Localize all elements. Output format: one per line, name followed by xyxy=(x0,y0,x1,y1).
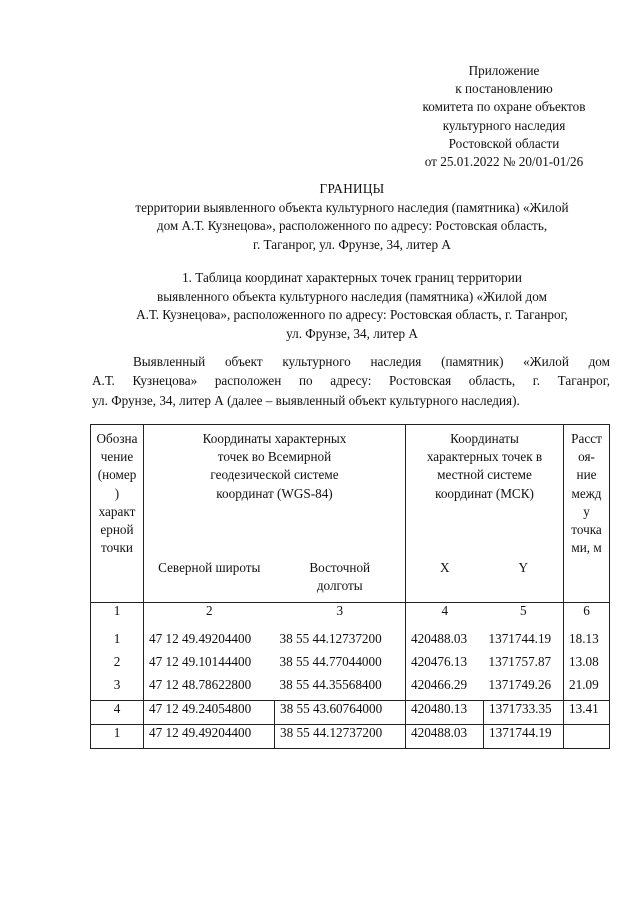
section-line: ул. Фрунзе, 34, литер А xyxy=(286,325,418,341)
header-y: Y xyxy=(518,560,529,575)
msk-sub-labels xyxy=(406,559,563,577)
cell-point: 3 xyxy=(91,677,144,701)
header-text: точка xyxy=(571,522,602,538)
header-text: ми, м xyxy=(571,540,602,556)
column-number: 5 xyxy=(484,603,564,632)
header-text: Обозна xyxy=(96,431,138,446)
cell-distance xyxy=(564,725,610,749)
paragraph-line: А.Т. Кузнецова» расположен по адресу: Ростовская область, г. Таганрог, xyxy=(92,373,610,389)
cell-y: 1371757.87 xyxy=(484,654,564,677)
cell-longitude: 38 55 44.12737200 xyxy=(275,631,406,654)
table-header-row xyxy=(91,425,610,603)
cell-latitude: 47 12 48.78622800 xyxy=(149,677,252,692)
cell-x: 420488.03 xyxy=(411,631,468,646)
cell-latitude: 47 12 49.10144400 xyxy=(149,654,252,669)
header-text: координат (WGS-84) xyxy=(216,485,333,501)
cell-latitude: 47 12 49.49204400 xyxy=(144,725,275,749)
header-text: Координаты xyxy=(450,431,519,446)
cell-point: 1 xyxy=(91,725,144,749)
header-text: точки xyxy=(101,540,133,556)
wgs-sub-labels xyxy=(144,559,405,595)
paragraph-line: Выявленный объект культурного наследия (памятник) «Жилой дом xyxy=(133,354,610,369)
section-line: выявленного объекта культурного наследия (памятника) «Жилой дом xyxy=(157,288,547,304)
header-text: ние xyxy=(576,467,597,483)
cell-latitude: 47 12 49.49204400 xyxy=(149,631,252,646)
cell-point: 4 xyxy=(91,701,144,725)
header-text: ) xyxy=(114,485,120,501)
cell-distance: 13.41 xyxy=(564,701,610,725)
header-text: характерных точек в xyxy=(426,449,543,465)
appendix-line: Ростовской области xyxy=(448,135,560,151)
title-line: г. Таганрог, ул. Фрунзе, 34, литер А xyxy=(253,236,451,252)
section-line: А.Т. Кузнецова», расположенного по адресу: Ростовская область, г. Таганрог, xyxy=(136,307,568,322)
column-number: 2 xyxy=(205,603,213,618)
cell-point: 1 xyxy=(91,631,144,654)
table-row xyxy=(91,631,610,654)
header-text: местной системе xyxy=(437,467,532,483)
column-number: 6 xyxy=(564,603,610,632)
description-paragraph xyxy=(92,352,610,410)
appendix-line: Приложение xyxy=(468,63,540,78)
appendix-line: к постановлению xyxy=(455,81,553,97)
table-row xyxy=(91,725,610,749)
column-number: 3 xyxy=(275,603,406,632)
header-text: межд xyxy=(571,485,602,501)
cell-y: 1371749.26 xyxy=(484,677,564,701)
header-text: Расст xyxy=(571,431,602,446)
header-text: оя- xyxy=(578,449,595,465)
header-text: (номер xyxy=(97,467,137,483)
cell-x: 420480.13 xyxy=(406,701,484,725)
title-line: дом А.Т. Кузнецова», расположенного по адресу: Ростовская область, xyxy=(156,218,548,233)
cell-x: 420476.13 xyxy=(411,654,468,669)
header-text: координат (МСК) xyxy=(435,485,534,501)
cell-distance: 21.09 xyxy=(564,677,610,701)
header-text: ерной xyxy=(100,522,134,538)
appendix-line: от 25.01.2022 № 20/01-01/26 xyxy=(424,154,584,170)
header-text: геодезической системе xyxy=(210,467,339,483)
document-title xyxy=(92,180,612,254)
header-wgs84 xyxy=(144,425,406,603)
title-line: территории выявленного объекта культурного наследия (памятника) «Жилой xyxy=(135,199,569,215)
column-number: 1 xyxy=(91,603,144,632)
cell-y: 1371733.35 xyxy=(484,701,564,725)
paragraph-line: ул. Фрунзе, 34, литер А (далее – выявленный объект культурного наследия). xyxy=(92,392,520,408)
title-heading: ГРАНИЦЫ xyxy=(319,181,385,196)
cell-longitude: 38 55 43.60764000 xyxy=(275,701,406,725)
cell-latitude: 47 12 49.24054800 xyxy=(144,701,275,725)
appendix-line: комитета по охране объектов xyxy=(422,99,586,115)
header-distance xyxy=(564,425,610,603)
appendix-header xyxy=(404,62,604,171)
appendix-line: культурного наследия xyxy=(442,117,566,133)
header-point-designation xyxy=(91,425,144,603)
cell-longitude: 38 55 44.77044000 xyxy=(275,654,406,677)
table-row xyxy=(91,677,610,701)
header-text: чение xyxy=(100,449,134,465)
cell-distance: 18.13 xyxy=(564,631,610,654)
table-column-numbers-row xyxy=(91,603,610,632)
table-row xyxy=(91,654,610,677)
cell-longitude: 38 55 44.35568400 xyxy=(275,677,406,701)
header-text: точек во Всемирной xyxy=(217,449,332,465)
coordinates-table xyxy=(90,424,609,749)
section-heading xyxy=(92,269,612,343)
header-text: Северной широты xyxy=(158,560,261,575)
cell-longitude: 38 55 44.12737200 xyxy=(275,725,406,749)
header-x: X xyxy=(439,560,450,575)
cell-y: 1371744.19 xyxy=(484,631,564,654)
header-text: Координаты характерных xyxy=(202,431,347,446)
cell-distance: 13.08 xyxy=(564,654,610,677)
header-text: у xyxy=(583,503,590,519)
section-line: 1. Таблица координат характерных точек границ территории xyxy=(182,270,522,285)
cell-x: 420466.29 xyxy=(411,677,468,692)
header-north-latitude xyxy=(144,559,275,595)
cell-y: 1371744.19 xyxy=(484,725,564,749)
header-text: долготы xyxy=(316,578,363,594)
table-row xyxy=(91,701,610,725)
cell-point: 2 xyxy=(91,654,144,677)
header-text: Восточной xyxy=(309,560,371,575)
header-text: характ xyxy=(98,503,136,519)
header-msk xyxy=(406,425,564,603)
column-number: 4 xyxy=(441,603,449,618)
header-east-longitude xyxy=(275,559,406,595)
cell-x: 420488.03 xyxy=(406,725,484,749)
